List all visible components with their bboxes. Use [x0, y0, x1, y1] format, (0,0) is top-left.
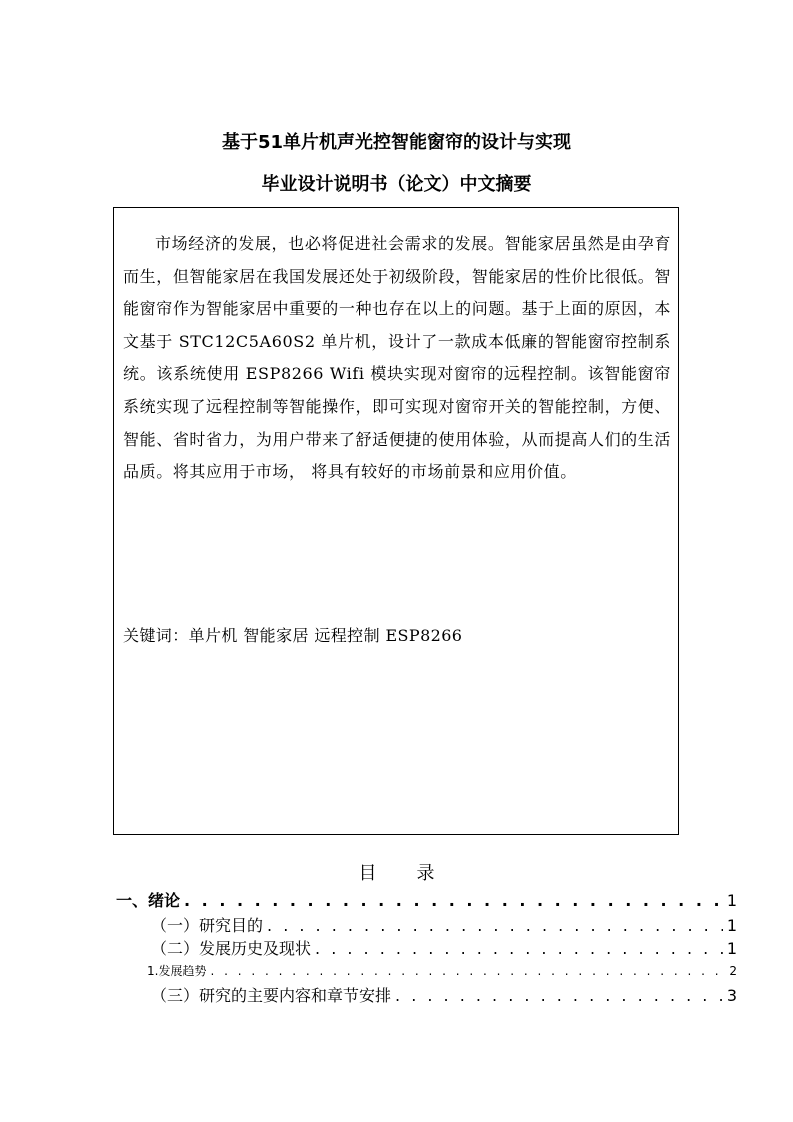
toc-entry[interactable]: [147, 962, 737, 980]
toc-entry-page: 1: [726, 939, 737, 958]
toc-entry[interactable]: [151, 914, 737, 938]
document-subtitle: 毕业设计说明书（论文）中文摘要: [261, 174, 532, 195]
toc-entry[interactable]: [151, 984, 737, 1008]
toc-dot-leader: [210, 962, 725, 980]
toc-entry[interactable]: [116, 889, 737, 913]
toc-entry-page: 1: [726, 916, 737, 935]
abstract-box: [113, 207, 679, 835]
document-title: 基于51单片机声光控智能窗帘的设计与实现: [221, 132, 572, 153]
toc-entry-page: 1: [726, 891, 737, 910]
toc-entry-label: （一）研究目的: [151, 916, 264, 935]
abstract-text: 市场经济的发展，也必将促进社会需求的发展。智能家居虽然是由孕育而生，但智能家居在我国发展还处于初级阶段，智能家居的性价比很低。智能窗帘作为智能家居中重要的一种也存在以上的问题。基于上面的原因，本文基于 STC12C5A60S2 单片机，设计了一款成本低廉的智能窗帘控制系统。该系统使用 ESP8266 Wifi 模块实现对窗帘的远程控制。该智能窗帘系统实现了远程控制等智能操作，即可实现对窗帘开关的智能控制，方便、智能、省时省力，为用户带来了舒适便捷的使用体验，从而提高人们的生活品质。将其应用于市场， 将具有较好的市场前景和应用价值。: [123, 234, 671, 482]
toc-entry-label: （三）研究的主要内容和章节安排: [151, 986, 392, 1005]
toc-dot-leader: [267, 914, 723, 938]
toc-heading: 目录: [358, 863, 475, 884]
toc-dot-leader: [315, 937, 723, 961]
toc-dot-leader: [184, 889, 723, 913]
toc-entry-label: （二）发展历史及现状: [151, 939, 312, 958]
toc-entry-page: 2: [729, 964, 737, 978]
toc-entry-label: 一、绪论: [116, 891, 181, 910]
keywords: 关键词：单片机 智能家居 远程控制 ESP8266: [123, 626, 463, 645]
toc-dot-leader: [395, 984, 723, 1008]
toc-entry-label: 1.发展趋势: [147, 964, 207, 978]
toc-entry[interactable]: [151, 937, 737, 961]
toc-entry-page: 3: [726, 986, 737, 1005]
